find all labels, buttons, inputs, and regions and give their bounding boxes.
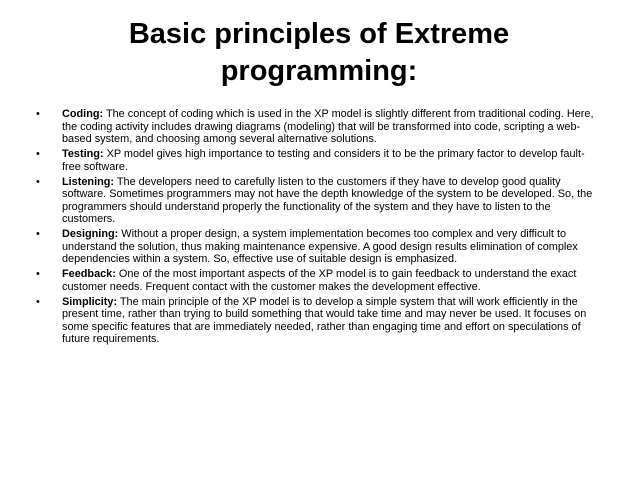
bullet-icon: • xyxy=(36,175,40,188)
bullet-text: Without a proper design, a system implementation becomes too complex and very difficult to understand the solution, thus making maintenance expensive. A good design results elimination of complex dependencies within a system. So, effective use of suitable design is emphasized. xyxy=(62,228,578,265)
bullet-item-coding xyxy=(36,108,602,146)
bullet-term: Listening: xyxy=(62,175,115,188)
bullet-text: XP model gives high importance to testing and considers it to be the primary factor to develop fault-free software. xyxy=(62,148,585,173)
bullet-item-simplicity xyxy=(36,296,602,346)
bullet-icon: • xyxy=(36,108,40,120)
bullet-term: Testing: xyxy=(62,148,104,160)
bullet-item-testing xyxy=(36,148,602,173)
bullet-term: Simplicity: xyxy=(62,295,118,308)
bullet-list xyxy=(36,108,602,348)
bullet-text: The main principle of the XP model is to develop a simple system that will work efficiently in the present time, rather than trying to build something that would take time and may never be used. It focuses on some specific features that are immediately needed, rather than engaging time and effort on speculations of future requirements. xyxy=(62,295,587,345)
bullet-text: The concept of coding which is used in the XP model is slightly different from traditional coding. Here, the coding activity includes drawing diagrams (modeling) that will be transformed into code, scripting a web-based system, and choosing among several alternative solutions. xyxy=(62,108,594,145)
bullet-item-feedback xyxy=(36,268,602,293)
bullet-term: Designing: xyxy=(62,228,119,240)
bullet-icon: • xyxy=(36,148,40,160)
bullet-text: The developers need to carefully listen to the customers if they have to develop good quality software. Sometimes programmers may not have the depth knowledge of the system to be developed. So, the programmers should understand properly the functionality of the system and they have to listen to the customers. xyxy=(62,175,593,225)
bullet-icon: • xyxy=(36,228,40,240)
bullet-icon: • xyxy=(36,295,40,308)
bullet-term: Coding: xyxy=(62,108,104,120)
bullet-item-designing xyxy=(36,228,602,266)
bullet-term: Feedback: xyxy=(62,268,116,280)
bullet-item-listening xyxy=(36,176,602,226)
bullet-icon: • xyxy=(36,268,40,280)
slide-title: Basic principles of Extreme programming: xyxy=(128,18,510,87)
bullet-text: One of the most important aspects of the XP model is to gain feedback to understand the exact customer needs. Frequent contact with the customer makes the development effective. xyxy=(62,268,577,293)
